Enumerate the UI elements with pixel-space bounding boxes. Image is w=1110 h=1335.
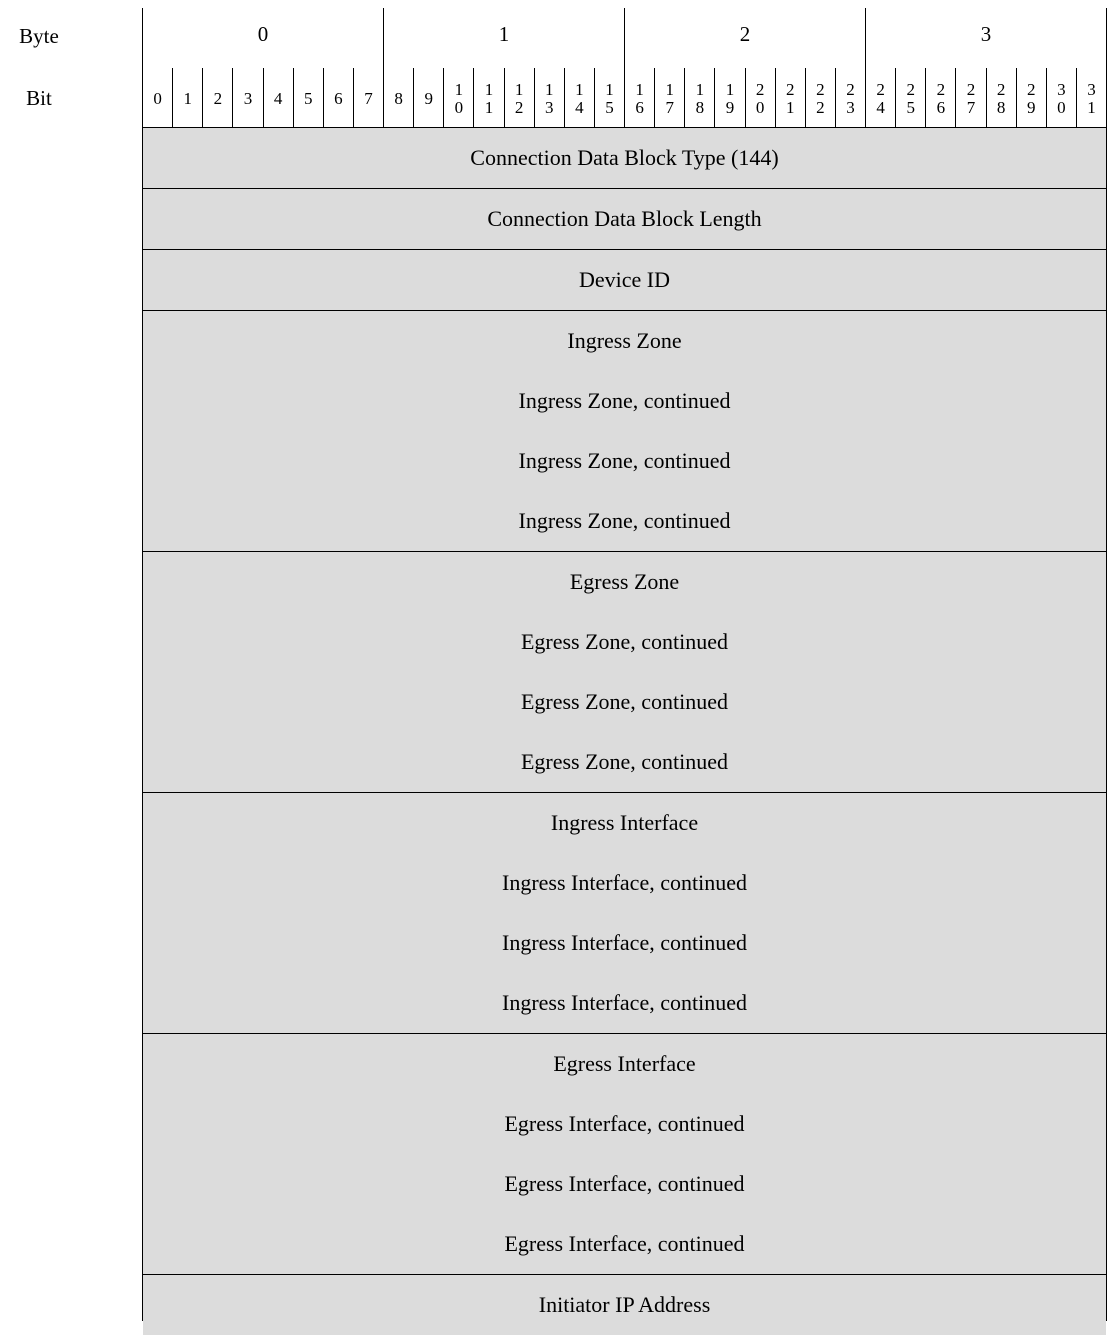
- bit-number: 3 0: [1046, 68, 1076, 127]
- bit-number: 6: [323, 68, 353, 127]
- bit-number: 2 6: [925, 68, 955, 127]
- bit-number: 1 9: [714, 68, 744, 127]
- bit-number: 9: [413, 68, 443, 127]
- field-block: [143, 311, 1106, 552]
- field-block: [143, 128, 1106, 189]
- bit-number: 2 1: [775, 68, 805, 127]
- byte-header: [143, 8, 1106, 68]
- field-continuation: Ingress Zone, continued: [518, 448, 731, 473]
- field-name: Device ID: [578, 267, 670, 292]
- bit-number: 2 9: [1016, 68, 1046, 127]
- bit-number: 1: [172, 68, 202, 127]
- bit-number: 1 6: [624, 68, 654, 127]
- bit-number: 1 7: [654, 68, 684, 127]
- bit-number: 1 1: [473, 68, 503, 127]
- field-continuation: Egress Interface, continued: [504, 1171, 745, 1196]
- bit-number: 1 0: [443, 68, 473, 127]
- bit-row-label: Bit: [26, 86, 52, 110]
- field-name: Egress Interface: [553, 1051, 696, 1076]
- field-block: [143, 250, 1106, 311]
- field-block: [143, 552, 1106, 793]
- field-continuation: Ingress Zone, continued: [518, 388, 731, 413]
- packet-format-diagram: [142, 8, 1107, 1321]
- field-name: Egress Zone: [569, 569, 680, 594]
- field-name: Connection Data Block Type (144): [470, 145, 779, 170]
- field-continuation: Ingress Interface, continued: [502, 870, 747, 895]
- field-name: Initiator IP Address: [538, 1292, 711, 1317]
- field-continuation: Egress Zone, continued: [520, 629, 729, 654]
- bit-number: 8: [383, 68, 413, 127]
- field-continuation: Egress Interface, continued: [504, 1231, 745, 1256]
- field-continuation: Ingress Interface, continued: [502, 930, 747, 955]
- bit-number: 2: [202, 68, 232, 127]
- bit-number: 2 0: [745, 68, 775, 127]
- field-name: Connection Data Block Length: [487, 206, 762, 231]
- byte-number: 2: [624, 8, 865, 68]
- bit-number: 3: [232, 68, 262, 127]
- bit-number: 1 4: [564, 68, 594, 127]
- field-name: Ingress Zone: [567, 328, 682, 353]
- field-name: Ingress Interface: [550, 810, 699, 835]
- bit-number: 1 8: [684, 68, 714, 127]
- field-continuation: Ingress Zone, continued: [518, 508, 731, 533]
- bit-header: [143, 68, 1106, 128]
- field-block: [143, 793, 1106, 1034]
- bit-number: 4: [263, 68, 293, 127]
- bit-number: 2 5: [895, 68, 925, 127]
- field-block: [143, 1275, 1106, 1335]
- bit-number: 2 4: [865, 68, 895, 127]
- byte-number: 3: [865, 8, 1106, 68]
- bit-number: 0: [153, 88, 162, 108]
- bit-number: 5: [293, 68, 323, 127]
- bit-number: 2 8: [986, 68, 1016, 127]
- bit-number: 3 1: [1076, 68, 1106, 127]
- byte-row-label: Byte: [19, 24, 59, 48]
- bit-number: 1 3: [534, 68, 564, 127]
- bit-number: 1 2: [504, 68, 534, 127]
- bit-number: 2 2: [805, 68, 835, 127]
- field-continuation: Egress Interface, continued: [504, 1111, 745, 1136]
- field-list: [143, 128, 1106, 1335]
- field-block: [143, 1034, 1106, 1275]
- bit-number: 7: [353, 68, 383, 127]
- byte-number: 1: [383, 8, 624, 68]
- field-block: [143, 189, 1106, 250]
- field-continuation: Egress Zone, continued: [520, 749, 729, 774]
- byte-number: 0: [257, 22, 269, 46]
- bit-number: 2 7: [955, 68, 985, 127]
- bit-number: 2 3: [835, 68, 865, 127]
- field-continuation: Egress Zone, continued: [520, 689, 729, 714]
- field-continuation: Ingress Interface, continued: [502, 990, 747, 1015]
- bit-number: 1 5: [594, 68, 624, 127]
